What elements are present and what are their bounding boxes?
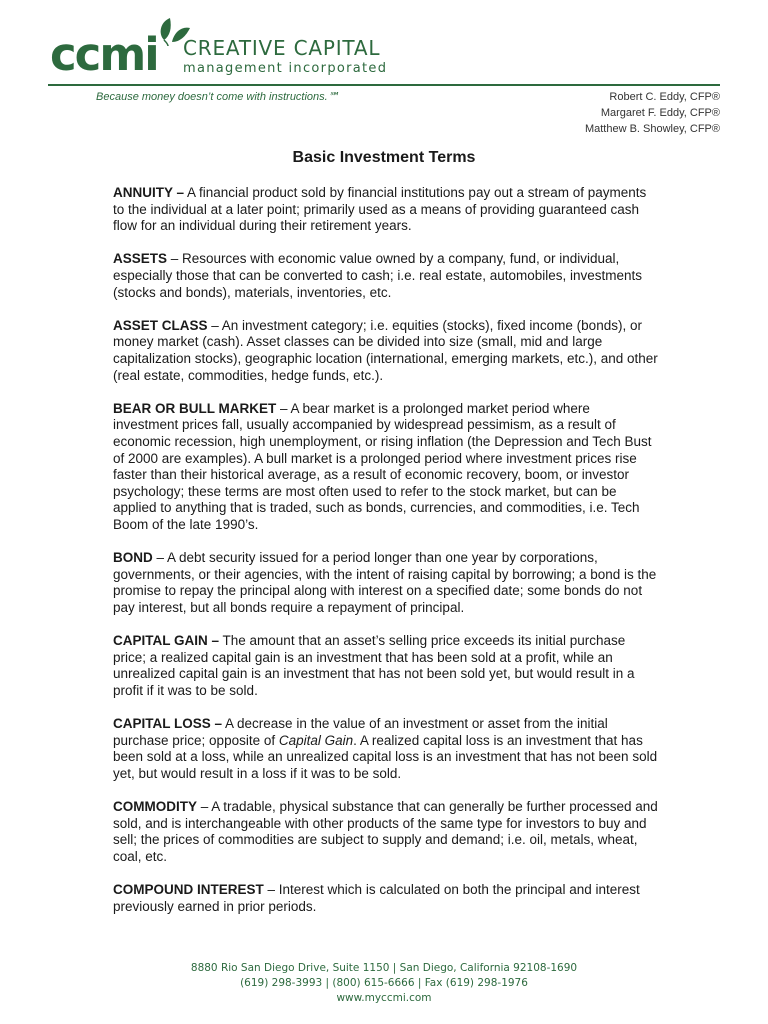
page-footer xyxy=(0,961,768,1006)
term-definition: A financial product sold by financial institutions pay out a stream of payments to the individual at a later point; primarily used as a means of providing guaranteed cash flow for an individual during their retirement years. xyxy=(113,185,647,234)
term-cross-reference: Capital Gain xyxy=(278,732,354,748)
advisor-name: Margaret F. Eddy, CFP® xyxy=(600,107,720,119)
term-definition: – A debt security issued for a period longer than one year by corporations, governments, or their agencies, with the intent of raising capital by borrowing; a bond is the promise to repay the principal along with interest on a specified date; some bonds do not pay interest, but all bonds require a repayment of principal. xyxy=(113,550,657,615)
footer-website-link[interactable]: www.myccmi.com xyxy=(336,992,432,1004)
footer-phones: (619) 298-3993 | (800) 615-6666 | Fax (619) 298-1976 xyxy=(240,977,528,989)
term-definition: – Resources with economic value owned by a company, fund, or individual, especially those that can be converted to cash; i.e. real estate, automobiles, investments (stocks and bonds), materials, inventories, etc. xyxy=(113,251,643,300)
company-logo xyxy=(50,16,395,84)
glossary-list xyxy=(113,185,658,932)
advisor-name: Matthew B. Showley, CFP® xyxy=(584,123,720,135)
logo-company-subtitle: management incorporated xyxy=(183,61,388,76)
term-name: ASSET CLASS xyxy=(113,317,208,333)
document-title: Basic Investment Terms xyxy=(292,149,476,166)
term-definition: – A tradable, physical substance that can generally be further processed and sold, and is interchangeable with other products of the same type for investors to buy and sell; the prices of commodities are subject to supply and demand; i.e. oil, metals, wheat, coal, etc. xyxy=(113,798,658,864)
term-definition: – A bear market is a prolonged market period where investment prices fall, usually accompanied by widespread pessimism, as a result of economic recession, high unemployment, or rising inflation (the Depression and Tech Bust of 2000 are examples). A bull market is a prolonged period where investment prices rise faster than their historical average, as a result of economic recovery, boom, or investor psychology; these terms are most often used to refer to the stock market, but can be applied to anything that is traded, such as bonds, currencies, and commodities, i.e. Tech Boom of the late 1990’s. xyxy=(113,400,652,532)
term-definition: – Interest which is calculated on both the principal and interest previously earned in prior periods. xyxy=(113,881,640,914)
advisor-name: Robert C. Eddy, CFP® xyxy=(609,91,720,103)
term-name: CAPITAL LOSS – xyxy=(113,716,223,731)
glossary-entry xyxy=(113,251,658,301)
glossary-entry xyxy=(113,716,658,782)
term-name: BEAR OR BULL MARKET xyxy=(113,400,277,416)
term-name: CAPITAL GAIN – xyxy=(113,633,220,649)
company-tagline: Because money doesn’t come with instructions.℠ xyxy=(96,91,339,103)
term-name: BOND xyxy=(113,550,153,566)
glossary-entry xyxy=(113,550,658,616)
glossary-entry xyxy=(113,799,658,865)
term-definition: A decrease in the value of an investment or asset from the initial purchase price; opposite of xyxy=(113,716,608,748)
term-definition: . A realized capital loss is an investment that has been sold at a loss, while an unrealized capital loss is an investment that has not been sold yet, but would result in a loss if it was to be sold. xyxy=(113,732,658,781)
term-name: ASSETS xyxy=(113,251,168,267)
term-name: ANNUITY – xyxy=(113,185,185,200)
term-definition: The amount that an asset’s selling price exceeds its initial purchase price; a realized capital gain is an investment that has been sold at a profit, while an unrealized capital gain is an investment that has not been sold yet, but would result in a profit if it was to be sold. xyxy=(113,633,635,698)
glossary-entry xyxy=(113,882,658,915)
glossary-entry xyxy=(113,185,658,235)
logo-company-name: CREATIVE CAPITAL xyxy=(183,36,381,60)
glossary-entry xyxy=(113,401,658,534)
footer-address: 8880 Rio San Diego Drive, Suite 1150 | San Diego, California 92108-1690 xyxy=(190,962,578,974)
advisor-list xyxy=(585,89,720,137)
term-name: COMPOUND INTEREST xyxy=(113,881,264,897)
glossary-entry xyxy=(113,633,658,699)
term-name: COMMODITY xyxy=(113,798,197,814)
glossary-entry xyxy=(113,318,658,384)
logo-wordmark: ccmi xyxy=(50,28,158,81)
term-definition: – An investment category; i.e. equities (stocks), fixed income (bonds), or money market (cash). Asset classes can be divided into size (small, mid and large capitalization stocks), geographic location (international, emerging markets, etc.), and other (real estate, commodities, hedge funds, etc.). xyxy=(113,317,658,383)
header-divider xyxy=(48,84,720,86)
